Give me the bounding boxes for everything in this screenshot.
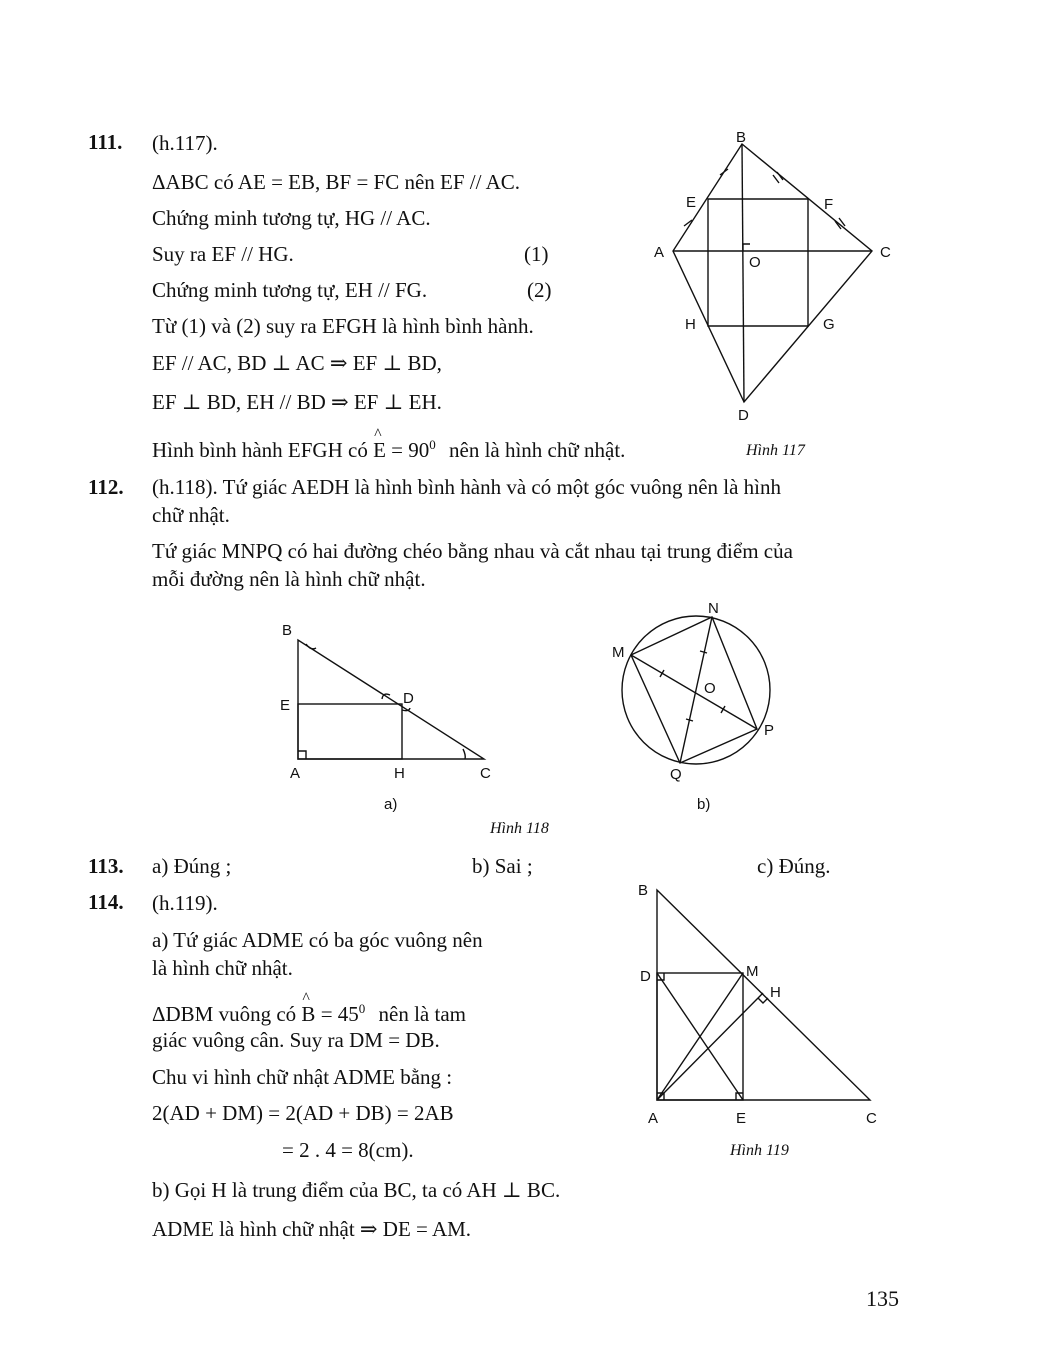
problem-number-112: 112. <box>88 475 124 499</box>
tick-mark <box>686 719 693 721</box>
answer-a: a) Đúng ; <box>152 854 232 878</box>
label-n: N <box>708 600 719 617</box>
triangle-abc <box>298 640 484 759</box>
text-fragment: ΔDBM vuông có <box>152 1002 297 1026</box>
answer-c: c) Đúng. <box>757 854 831 878</box>
equation-number: (1) <box>524 242 549 266</box>
text-line: Chu vi hình chữ nhật ADME bằng : <box>152 1065 453 1089</box>
problem-number-113: 113. <box>88 854 124 878</box>
angle-mark <box>306 644 316 649</box>
quad-abcd <box>673 144 872 402</box>
tick-mark <box>720 169 728 175</box>
right-angle-mark <box>298 751 306 759</box>
degree-superscript: 0 <box>358 1001 366 1016</box>
label-m: M <box>612 644 625 661</box>
text-line: Từ (1) và (2) suy ra EFGH là hình bình hành. <box>152 314 534 338</box>
diagonal-bd <box>742 144 744 402</box>
text-line: Chứng minh tương tự, HG // AC. <box>152 206 431 230</box>
text-line: = 2 . 4 = 8(cm). <box>282 1138 414 1162</box>
label-o: O <box>704 680 716 697</box>
page-number: 135 <box>866 1286 899 1311</box>
subfigure-label-b: b) <box>697 796 711 813</box>
angle-symbol: ^ E <box>373 440 386 461</box>
diagonal-mp <box>631 655 757 729</box>
label-m: M <box>746 963 759 980</box>
text-line: giác vuông cân. Suy ra DM = DB. <box>152 1028 440 1052</box>
text-fragment: nên là hình chữ nhật. <box>449 438 626 462</box>
figure-reference: (h.117). <box>152 131 218 155</box>
angle-mark <box>463 749 465 759</box>
text-line: 2(AD + DM) = 2(AD + DB) = 2AB <box>152 1101 454 1125</box>
segment-ah <box>657 993 763 1100</box>
figure-118b <box>600 595 800 790</box>
text-line: ADME là hình chữ nhật ⇒ DE = AM. <box>152 1217 472 1241</box>
figure-caption: Hình 117 <box>746 442 805 459</box>
tick-mark <box>777 172 783 180</box>
label-h: H <box>770 984 781 1001</box>
label-b: B <box>638 882 649 899</box>
degree-superscript: 0 <box>429 437 436 452</box>
label-p: P <box>764 722 775 739</box>
text-line: Chứng minh tương tự, EH // FG. <box>152 278 428 302</box>
tick-mark <box>773 175 779 183</box>
figure-119 <box>630 875 900 1135</box>
text-line: (h.118). Tứ giác AEDH là hình bình hành và có một góc vuông nên là hình <box>152 475 782 499</box>
right-angle-mark <box>758 998 768 1003</box>
figure-reference: (h.119). <box>152 891 218 915</box>
text-fragment: Hình bình hành EFGH có <box>152 438 368 462</box>
label-b: B <box>282 622 293 639</box>
rectangle-aedh <box>298 704 402 759</box>
text-fragment: = 45 <box>320 1002 359 1026</box>
label-d: D <box>640 968 651 985</box>
problem-number-111: 111. <box>88 130 123 154</box>
text-line: ΔABC có AE = EB, BF = FC nên EF // AC. <box>152 170 520 194</box>
text-line: chữ nhật. <box>152 503 230 527</box>
text-line: Suy ra EF // HG. <box>152 242 294 266</box>
text-line: b) Gọi H là trung điểm của BC, ta có AH ⊥ BC. <box>152 1178 561 1202</box>
figure-117 <box>640 125 910 425</box>
text-line <box>152 1002 466 1025</box>
label-e: E <box>686 194 697 211</box>
label-e: E <box>280 697 291 714</box>
label-q: Q <box>670 766 682 783</box>
label-b: B <box>736 129 747 146</box>
text-fragment: nên là tam <box>378 1002 466 1026</box>
text-line: mỗi đường nên là hình chữ nhật. <box>152 567 426 591</box>
text-line <box>152 438 625 461</box>
text-line: Tứ giác MNPQ có hai đường chéo bằng nhau và cắt nhau tại trung điểm của <box>152 539 793 563</box>
answer-b: b) Sai ; <box>472 854 533 878</box>
text-line: EF // AC, BD ⊥ AC ⇒ EF ⊥ BD, <box>152 351 442 375</box>
label-c: C <box>480 765 491 782</box>
text-line: a) Tứ giác ADME có ba góc vuông nên <box>152 928 483 952</box>
text-line: là hình chữ nhật. <box>152 956 293 980</box>
figure-118a <box>270 615 510 795</box>
label-c: C <box>866 1110 877 1127</box>
label-f: F <box>824 196 834 213</box>
label-h: H <box>685 316 696 333</box>
subfigure-label-a: a) <box>384 796 398 813</box>
label-d: D <box>738 407 749 424</box>
tick-mark <box>700 651 707 653</box>
label-a: A <box>648 1110 659 1127</box>
label-a: A <box>654 244 665 261</box>
angle-symbol: ^ B <box>301 1004 315 1025</box>
label-d: D <box>403 690 414 707</box>
label-h: H <box>394 765 405 782</box>
label-g: G <box>823 316 835 333</box>
label-c: C <box>880 244 891 261</box>
text-fragment: = 90 <box>391 438 430 462</box>
label-e: E <box>736 1110 747 1127</box>
text-line: EF ⊥ BD, EH // BD ⇒ EF ⊥ EH. <box>152 390 442 414</box>
equation-number: (2) <box>527 278 552 302</box>
problem-number-114: 114. <box>88 890 124 914</box>
right-angle-mark <box>743 244 750 251</box>
figure-caption: Hình 118 <box>490 820 549 837</box>
label-o: O <box>749 254 761 271</box>
label-a: A <box>290 765 301 782</box>
figure-caption: Hình 119 <box>730 1142 789 1159</box>
rectangle-mnpq <box>631 617 757 763</box>
